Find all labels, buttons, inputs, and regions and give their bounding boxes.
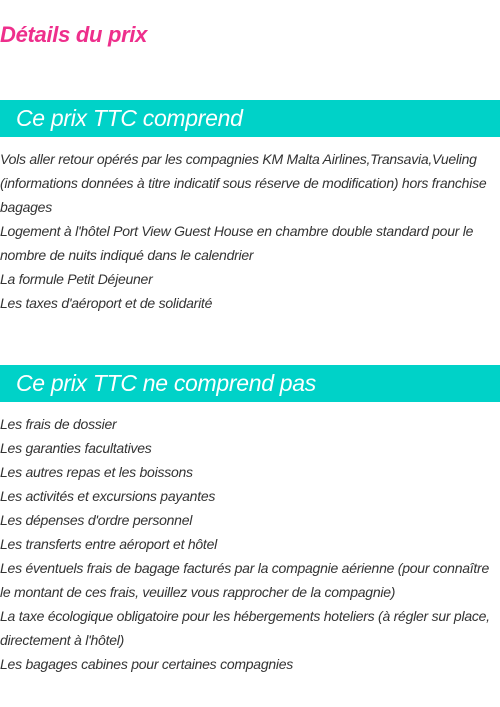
excluded-item: Les transferts entre aéroport et hôtel [0, 536, 217, 552]
included-item: Vols aller retour opérés par les compagnies KM Malta Airlines,Transavia,Vueling (informations données à titre indicatif sous réserve de modification) hors franchise bagages [0, 151, 487, 215]
excluded-list [0, 412, 500, 676]
included-item: Les taxes d'aéroport et de solidarité [0, 295, 213, 311]
included-item: Logement à l'hôtel Port View Guest House en chambre double standard pour le nombre de nuits indiqué dans le calendrier [0, 223, 474, 263]
excluded-item: Les dépenses d'ordre personnel [0, 512, 193, 528]
excluded-item: Les activités et excursions payantes [0, 488, 216, 504]
excluded-item: Les bagages cabines pour certaines compagnies [0, 656, 294, 672]
included-item: La formule Petit Déjeuner [0, 271, 153, 287]
excluded-item: Les éventuels frais de bagage facturés par la compagnie aérienne (pour connaître le montant de ces frais, veuillez vous rapprocher de la compagnie) [0, 560, 489, 600]
included-section-heading: Ce prix TTC comprend [0, 100, 500, 137]
excluded-item: La taxe écologique obligatoire pour les hébergements hoteliers (à régler sur place, directement à l'hôtel) [0, 608, 490, 648]
excluded-item: Les autres repas et les boissons [0, 464, 193, 480]
page-title: Détails du prix [0, 22, 148, 47]
excluded-section-heading: Ce prix TTC ne comprend pas [0, 365, 500, 402]
excluded-item: Les frais de dossier [0, 416, 117, 432]
included-list [0, 147, 500, 315]
excluded-item: Les garanties facultatives [0, 440, 152, 456]
